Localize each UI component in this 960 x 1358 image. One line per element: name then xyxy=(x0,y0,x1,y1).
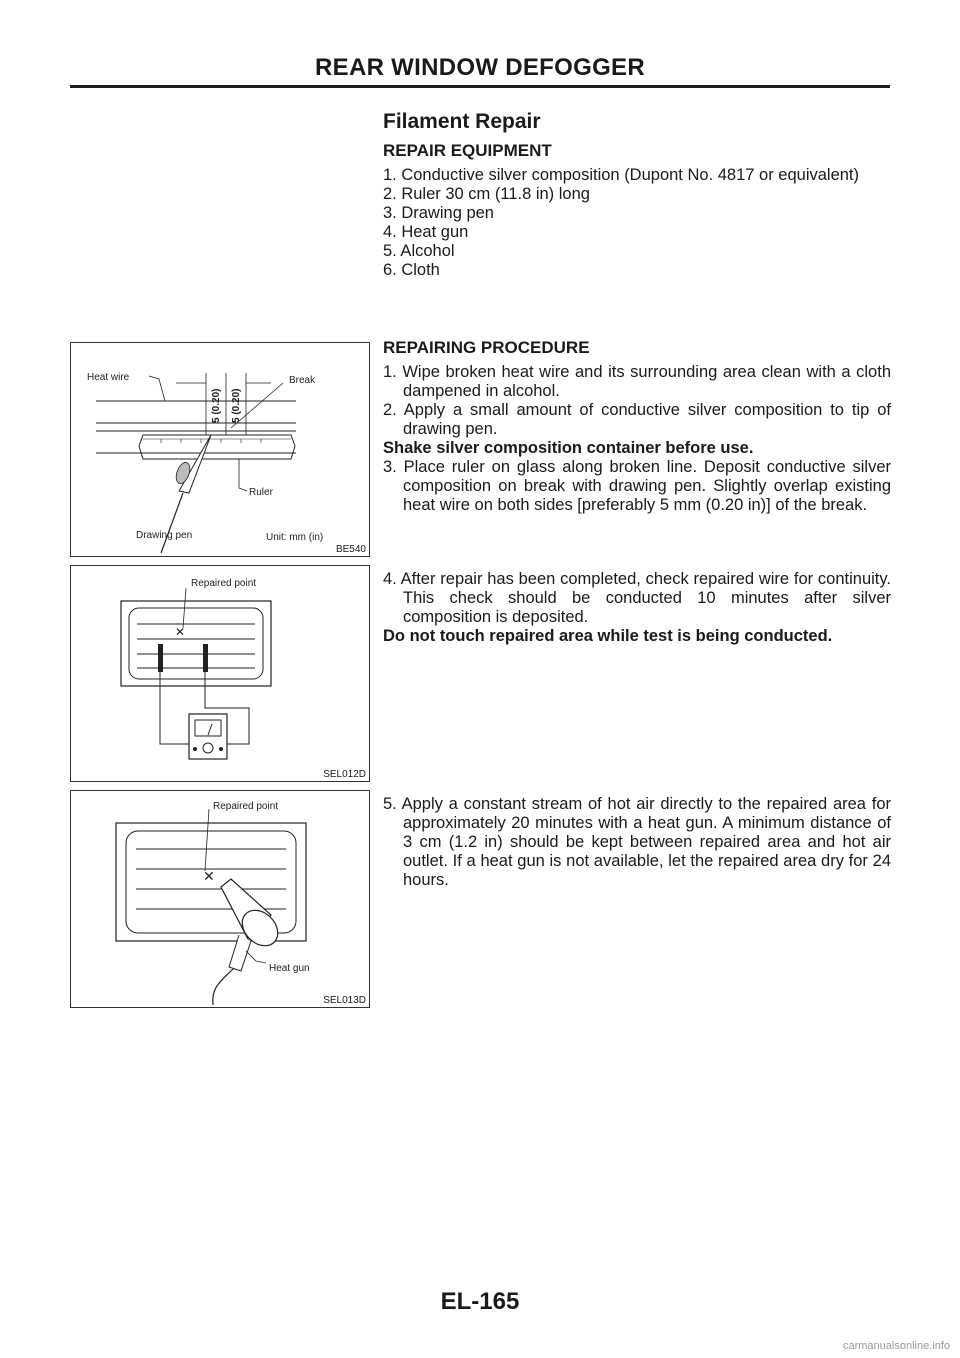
procedure-step-3: 3. Place ruler on glass along broken line. Deposit conductive silver composition on break with drawing pen. Slightly overlap existing heat wire on both sides [preferably 5 mm (0.20 in)] of the break. xyxy=(383,458,891,514)
procedure-step-4: 4. After repair has been completed, check repaired wire for continuity. This check should be conducted 10 minutes after silver composition is deposited. xyxy=(383,570,891,626)
label-break: Break xyxy=(289,375,316,386)
heat-gun-svg xyxy=(71,791,369,1007)
label-dim-1: 5 (0.20) xyxy=(211,388,222,423)
label-repaired-point: Repaired point xyxy=(191,578,257,589)
procedure-heading: REPAIRING PROCEDURE xyxy=(383,338,590,357)
procedure-note-touch: Do not touch repaired area while test is being conducted. xyxy=(383,627,833,645)
procedure-note-shake: Shake silver composition container before use. xyxy=(383,439,754,457)
label-ruler: Ruler xyxy=(249,487,273,498)
equipment-item: 3. Drawing pen xyxy=(383,204,494,222)
svg-text:✕: ✕ xyxy=(175,625,186,639)
equipment-item: 6. Cloth xyxy=(383,261,440,279)
site-watermark: carmanualsonline.info xyxy=(842,1340,950,1352)
page-number: EL-165 xyxy=(440,1288,520,1315)
figure-heat-gun-drying xyxy=(70,790,370,1008)
continuity-check-svg xyxy=(71,566,369,781)
label-repaired-point: Repaired point xyxy=(213,801,279,812)
label-drawing-pen: Drawing pen xyxy=(136,530,193,541)
procedure-section xyxy=(383,338,891,515)
page-header: REAR WINDOW DEFOGGER xyxy=(315,54,645,81)
figure-repair-diagram xyxy=(70,342,370,557)
equipment-item: 1. Conductive silver composition (Dupont No. 4817 or equivalent) xyxy=(383,166,860,184)
procedure-step-2: 2. Apply a small amount of conductive silver composition to tip of drawing pen. xyxy=(383,401,891,438)
equipment-item: 2. Ruler 30 cm (11.8 in) long xyxy=(383,185,590,203)
procedure-step-5-block xyxy=(383,795,891,890)
figure-code: SEL012D xyxy=(323,769,366,780)
label-heat-gun: Heat gun xyxy=(269,963,310,974)
equipment-item: 5. Alcohol xyxy=(383,242,455,260)
label-dim-2: 5 (0.20) xyxy=(231,388,242,423)
equipment-list xyxy=(383,166,891,280)
section-title: Filament Repair xyxy=(383,110,541,133)
repair-diagram-svg xyxy=(71,343,369,556)
header-rule xyxy=(70,85,890,88)
svg-text:✕: ✕ xyxy=(203,869,215,885)
label-heat-wire: Heat wire xyxy=(87,372,130,383)
equipment-heading: REPAIR EQUIPMENT xyxy=(383,141,552,160)
procedure-step-4-block xyxy=(383,570,891,646)
figure-code: SEL013D xyxy=(323,995,366,1006)
equipment-item: 4. Heat gun xyxy=(383,223,469,241)
figure-code: BE540 xyxy=(335,544,366,555)
procedure-step-5: 5. Apply a constant stream of hot air directly to the repaired area for approximately 20 minutes with a heat gun. A minimum distance of 3 cm (1.2 in) should be kept between repaired area and hot air outlet. If a heat gun is not available, let the repaired area dry for 24 hours. xyxy=(383,795,891,889)
figure-continuity-check xyxy=(70,565,370,782)
label-unit: Unit: mm (in) xyxy=(266,532,324,543)
equipment-section xyxy=(383,112,891,280)
procedure-step-1: 1. Wipe broken heat wire and its surrounding area clean with a cloth dampened in alcohol. xyxy=(383,363,891,400)
